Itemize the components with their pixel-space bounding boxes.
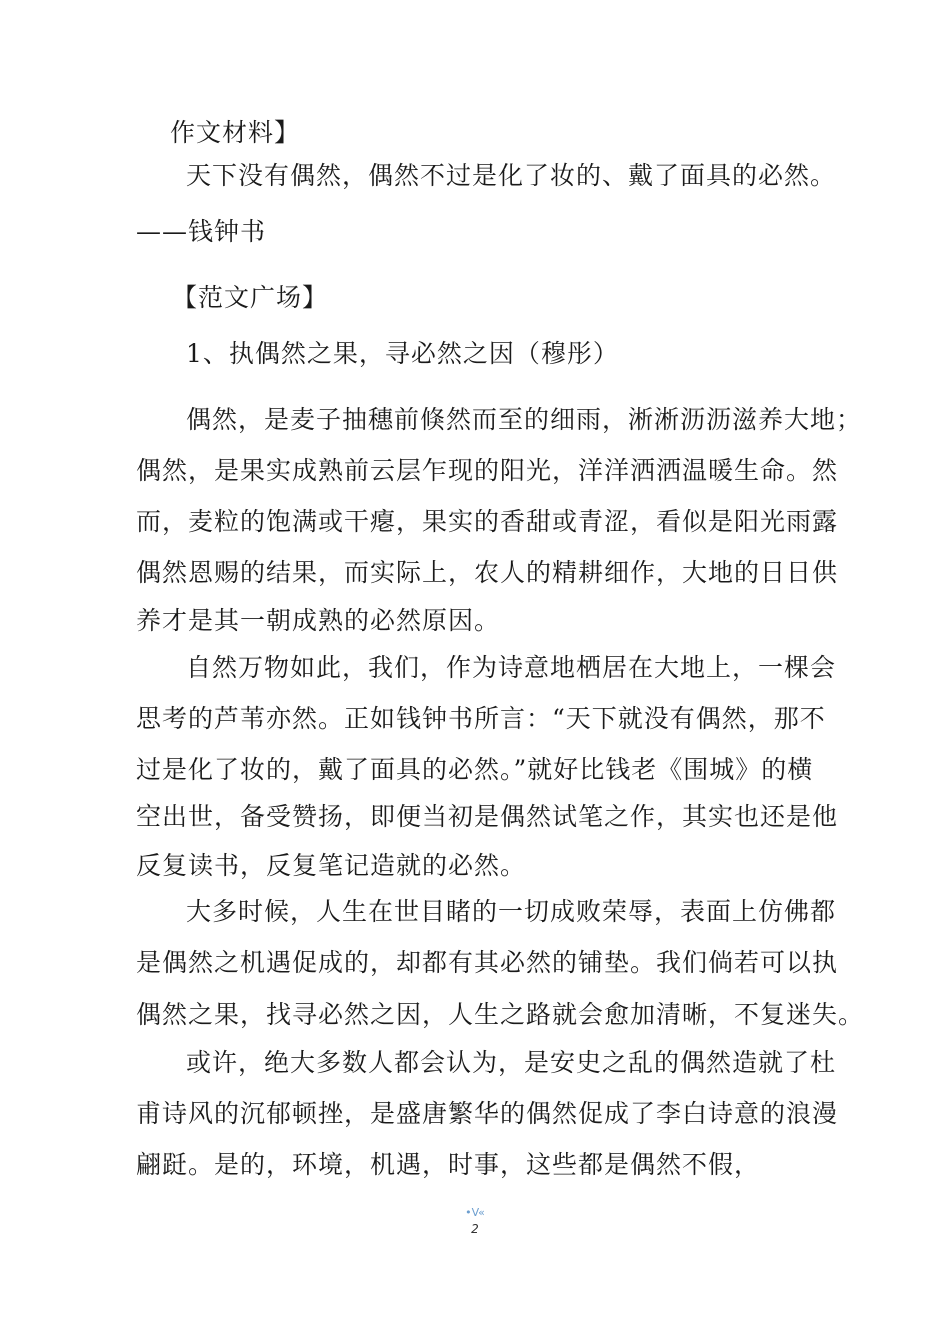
page-number: 2	[471, 1222, 479, 1236]
footer-mark: •V«	[465, 1206, 485, 1219]
body-line: 自然万物如此，我们，作为诗意地栖居在大地上，一棵会	[186, 653, 837, 682]
body-line: 大多时候，人生在世目睹的一切成败荣辱，表面上仿佛都	[186, 897, 837, 926]
body-line: 而，麦粒的饱满或干瘪，果实的香甜或青涩，看似是阳光雨露	[136, 507, 839, 536]
essay-title: 1、执偶然之果，寻必然之因（穆彤）	[186, 339, 619, 368]
quote-author: ——钱钟书	[136, 217, 267, 246]
body-line: 翩跹。是的，环境，机遇，时事，这些都是偶然不假，	[136, 1150, 761, 1179]
section-heading: 【范文广场】	[172, 283, 329, 312]
body-line: 反复读书，反复笔记造就的必然。	[136, 851, 527, 880]
body-line: 养才是其一朝成熟的必然原因。	[136, 606, 501, 635]
body-line: 空出世，备受赞扬，即便当初是偶然试笔之作，其实也还是他	[136, 802, 839, 831]
body-line: 偶然恩赐的结果，而实际上，农人的精耕细作，大地的日日供	[136, 558, 839, 587]
body-line: 偶然，是果实成熟前云层乍现的阳光，洋洋洒洒温暖生命。然	[136, 456, 839, 485]
body-line: 甫诗风的沉郁顿挫，是盛唐繁华的偶然促成了李白诗意的浪漫	[136, 1099, 839, 1128]
material-heading: 作文材料】	[170, 118, 301, 147]
body-line: 过是化了妆的，戴了面具的必然。”就好比钱老《围城》的横	[136, 755, 814, 784]
body-line: 思考的芦苇亦然。正如钱钟书所言：“天下就没有偶然，那不	[136, 704, 826, 733]
body-line: 或许，绝大多数人都会认为，是安史之乱的偶然造就了杜	[186, 1048, 837, 1077]
body-line: 是偶然之机遇促成的，却都有其必然的铺垫。我们倘若可以执	[136, 948, 839, 977]
body-line: 偶然，是麦子抽穗前倏然而至的细雨，淅淅沥沥滋养大地；	[186, 405, 863, 434]
body-line: 偶然之果，找寻必然之因，人生之路就会愈加清晰，不复迷失。	[136, 1000, 865, 1029]
material-quote: 天下没有偶然，偶然不过是化了妆的、戴了面具的必然。	[186, 161, 837, 190]
